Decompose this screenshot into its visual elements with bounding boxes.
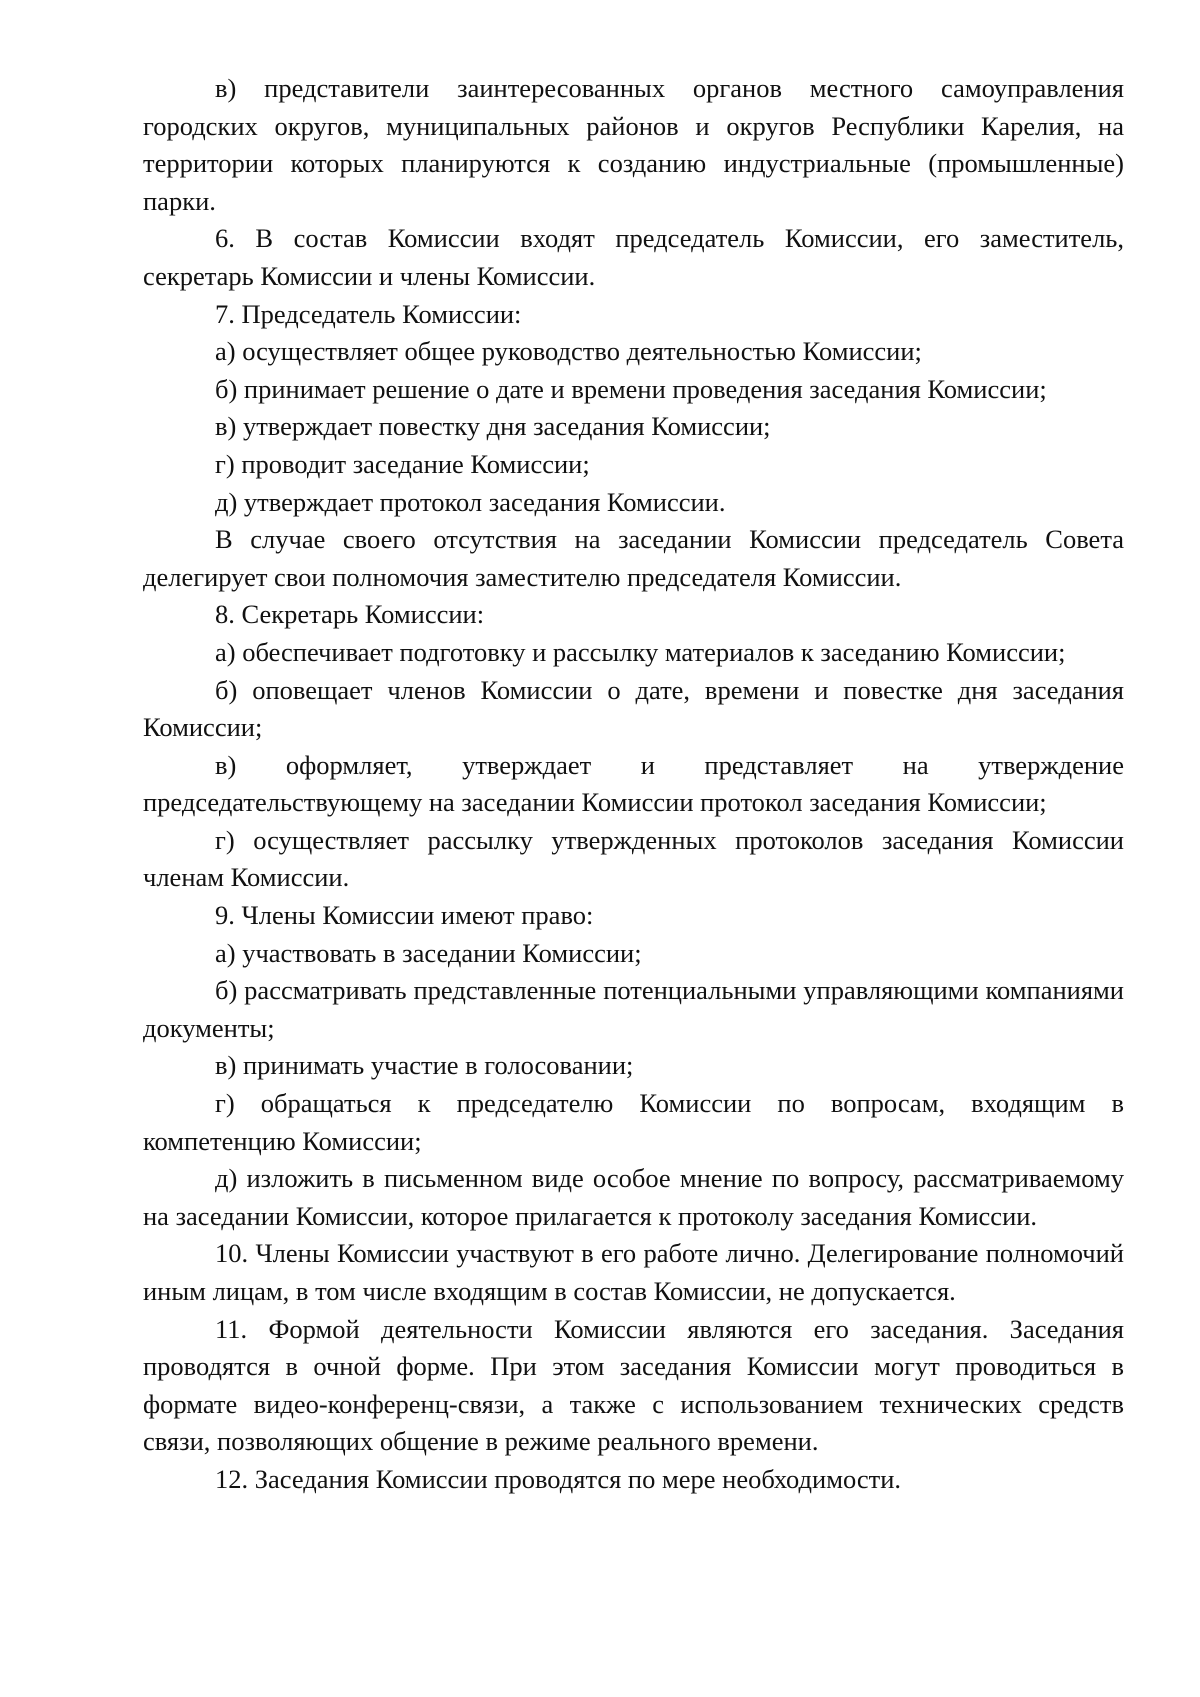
paragraph-8b: б) оповещает членов Комиссии о дате, времени и повестке дня заседания Комиссии; bbox=[143, 674, 1124, 743]
paragraph-7d: д) утверждает протокол заседания Комиссии. bbox=[215, 486, 726, 517]
paragraph-7v: в) утверждает повестку дня заседания Комиссии; bbox=[215, 411, 771, 442]
paragraph-10: 10. Члены Комиссии участвуют в его работе лично. Делегирование полномочий иным лицам, в том числе входящим в состав Комиссии, не допускается. bbox=[143, 1238, 1124, 1306]
paragraph-8-secretary-heading: 8. Секретарь Комиссии: bbox=[215, 599, 485, 630]
paragraph-12: 12. Заседания Комиссии проводятся по мере необходимости. bbox=[215, 1463, 902, 1494]
paragraph-11: 11. Формой деятельности Комиссии являются его заседания. Заседания проводятся в очной форме. При этом заседания Комиссии могут проводиться в формате видео-конференц-связи, а также с использованием технических средств связи, позволяющих общение в режиме реального времени. bbox=[143, 1313, 1124, 1457]
paragraph-7-chairman-heading: 7. Председатель Комиссии: bbox=[215, 298, 522, 329]
paragraph-9-members-heading: 9. Члены Комиссии имеют право: bbox=[215, 900, 594, 931]
paragraph-8a: а) обеспечивает подготовку и рассылку материалов к заседанию Комиссии; bbox=[215, 636, 1066, 667]
paragraph-7b: б) принимает решение о дате и времени проведения заседания Комиссии; bbox=[215, 373, 1047, 404]
paragraph-9v: в) принимать участие в голосовании; bbox=[215, 1050, 634, 1081]
paragraph-item-v-representatives: в) представители заинтересованных органов местного самоуправления городских округов, муниципальных районов и округов Республики Карелия, на территории которых планируются к созданию индустриальные (промышленные) парки. bbox=[143, 73, 1124, 216]
paragraph-6-composition: 6. В состав Комиссии входят председатель Комиссии, его заместитель, секретарь Комиссии и члены Комиссии. bbox=[143, 223, 1124, 291]
paragraph-9g: г) обращаться к председателю Комиссии по вопросам, входящим в компетенцию Комиссии; bbox=[143, 1088, 1124, 1156]
paragraph-7a: а) осуществляет общее руководство деятельностью Комиссии; bbox=[215, 336, 922, 367]
paragraph-7-absence: В случае своего отсутствия на заседании Комиссии председатель Совета делегирует свои полномочия заместителю председателя Комиссии. bbox=[143, 524, 1124, 592]
paragraph-7g: г) проводит заседание Комиссии; bbox=[215, 448, 590, 479]
document-body bbox=[143, 70, 1124, 1499]
paragraph-9b: б) рассматривать представленные потенциальными управляющими компаниями документы; bbox=[143, 975, 1124, 1043]
paragraph-8v: в) оформляет, утверждает и представляет на утверждение председательствующему на заседании Комиссии протокол заседания Комиссии; bbox=[143, 749, 1124, 818]
paragraph-9a: а) участвовать в заседании Комиссии; bbox=[215, 937, 642, 968]
paragraph-8g: г) осуществляет рассылку утвержденных протоколов заседания Комиссии членам Комиссии. bbox=[143, 824, 1124, 893]
paragraph-9d: д) изложить в письменном виде особое мнение по вопросу, рассматриваемому на заседании Комиссии, которое прилагается к протоколу заседания Комиссии. bbox=[143, 1163, 1124, 1231]
